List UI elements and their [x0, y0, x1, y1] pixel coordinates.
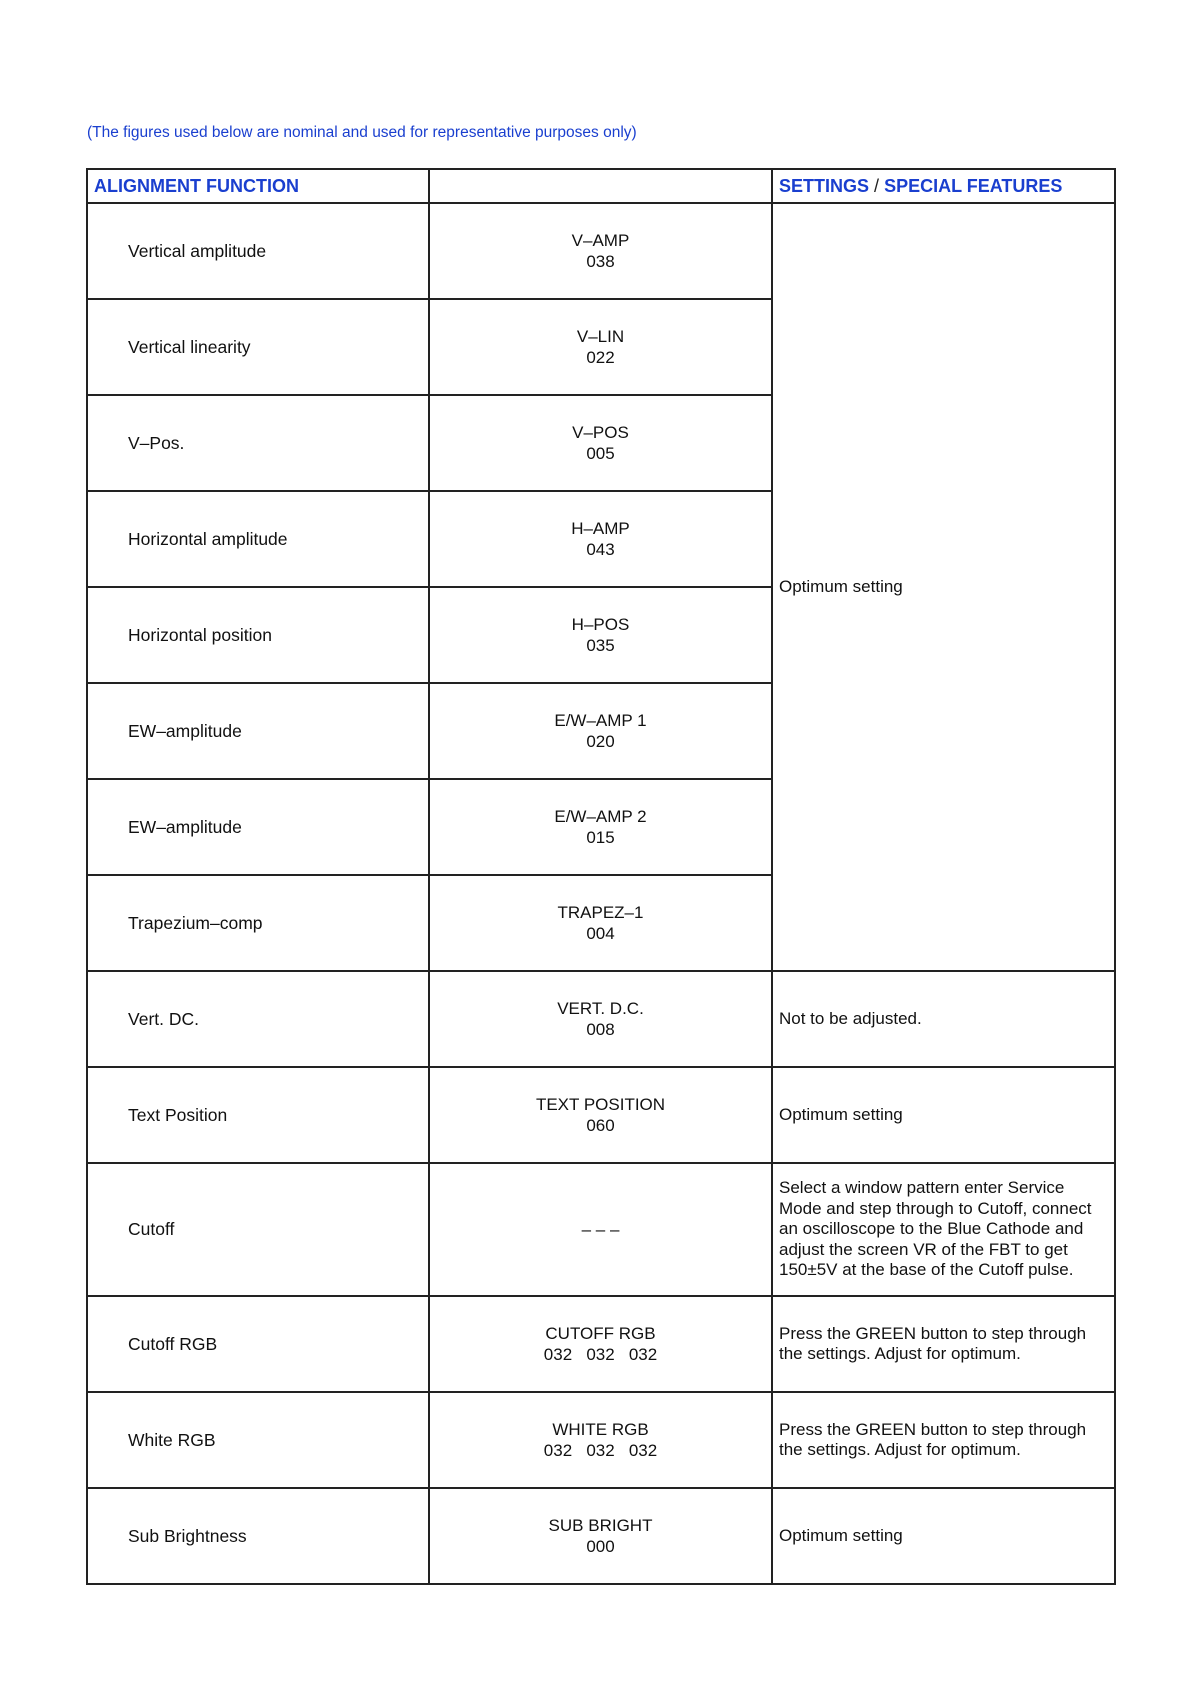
code-label: E/W–AMP 1	[554, 711, 647, 730]
code-label: TRAPEZ–1	[557, 903, 644, 922]
code-value: 008	[586, 1020, 615, 1039]
alignment-table	[86, 168, 1116, 1585]
code-cell	[429, 491, 772, 587]
function-cell: Cutoff RGB	[87, 1296, 429, 1392]
table-row	[87, 971, 1115, 1067]
function-cell: Vertical amplitude	[87, 203, 429, 299]
code-label: – – –	[581, 1220, 620, 1239]
code-cell	[429, 395, 772, 491]
table-row	[87, 1296, 1115, 1392]
function-cell: Sub Brightness	[87, 1488, 429, 1584]
header-special-features-label: SPECIAL FEATURES	[884, 175, 1063, 196]
code-cell	[429, 779, 772, 875]
header-settings	[772, 169, 1115, 203]
header-settings-label: SETTINGS	[779, 175, 870, 196]
settings-cell: Press the GREEN button to step through the settings. Adjust for optimum.	[772, 1296, 1115, 1392]
code-label: VERT. D.C.	[557, 999, 644, 1018]
code-label: H–POS	[571, 615, 630, 634]
code-value: 004	[586, 924, 615, 943]
code-cell	[429, 299, 772, 395]
header-code	[429, 169, 772, 203]
code-cell	[429, 203, 772, 299]
code-value: 000	[586, 1537, 615, 1556]
settings-cell: Optimum setting	[772, 1488, 1115, 1584]
code-value: 032 032 032	[543, 1345, 658, 1364]
code-value: 022	[586, 348, 615, 367]
function-cell: Cutoff	[87, 1163, 429, 1296]
code-cell	[429, 1067, 772, 1163]
table-row	[87, 1488, 1115, 1584]
code-label: SUB BRIGHT	[548, 1516, 653, 1535]
table-row	[87, 1392, 1115, 1488]
code-cell	[429, 1392, 772, 1488]
function-cell: Horizontal amplitude	[87, 491, 429, 587]
code-value: 015	[586, 828, 615, 847]
code-label: CUTOFF RGB	[545, 1324, 656, 1343]
representative-figures-note: (The figures used below are nominal and used for representative purposes only)	[87, 124, 637, 141]
code-label: E/W–AMP 2	[554, 807, 647, 826]
code-label: WHITE RGB	[552, 1420, 649, 1439]
code-value: 005	[586, 444, 615, 463]
table-row	[87, 1067, 1115, 1163]
function-cell: Horizontal position	[87, 587, 429, 683]
header-alignment-function: ALIGNMENT FUNCTION	[87, 169, 429, 203]
code-value: 032 032 032	[543, 1441, 658, 1460]
code-cell	[429, 1163, 772, 1296]
function-cell: White RGB	[87, 1392, 429, 1488]
code-label: V–AMP	[571, 231, 630, 250]
code-cell	[429, 875, 772, 971]
code-value: 020	[586, 732, 615, 751]
code-value: 035	[586, 636, 615, 655]
function-cell: Vert. DC.	[87, 971, 429, 1067]
code-value: 060	[586, 1116, 615, 1135]
code-cell	[429, 587, 772, 683]
settings-cell: Not to be adjusted.	[772, 971, 1115, 1067]
code-value: 038	[586, 252, 615, 271]
settings-cell: Optimum setting	[772, 1067, 1115, 1163]
function-cell: EW–amplitude	[87, 779, 429, 875]
code-cell	[429, 683, 772, 779]
function-cell: Vertical linearity	[87, 299, 429, 395]
code-cell	[429, 971, 772, 1067]
code-label: TEXT POSITION	[535, 1095, 666, 1114]
table-row	[87, 203, 1115, 299]
function-cell: V–Pos.	[87, 395, 429, 491]
code-value: 043	[586, 540, 615, 559]
merged-settings-cell: Optimum setting	[772, 203, 1115, 971]
settings-cell: Press the GREEN button to step through the settings. Adjust for optimum.	[772, 1392, 1115, 1488]
code-label: V–POS	[572, 423, 629, 442]
table-header-row	[87, 169, 1115, 203]
header-separator: /	[874, 175, 880, 196]
function-cell: Text Position	[87, 1067, 429, 1163]
function-cell: EW–amplitude	[87, 683, 429, 779]
table-row	[87, 1163, 1115, 1296]
code-cell	[429, 1296, 772, 1392]
settings-cell: Select a window pattern enter Service Mode and step through to Cutoff, connect an oscilloscope to the Blue Cathode and adjust the screen VR of the FBT to get 150±5V at the base of the Cutoff pulse.	[772, 1163, 1115, 1296]
code-cell	[429, 1488, 772, 1584]
code-label: V–LIN	[576, 327, 625, 346]
code-label: H–AMP	[571, 519, 630, 538]
function-cell: Trapezium–comp	[87, 875, 429, 971]
